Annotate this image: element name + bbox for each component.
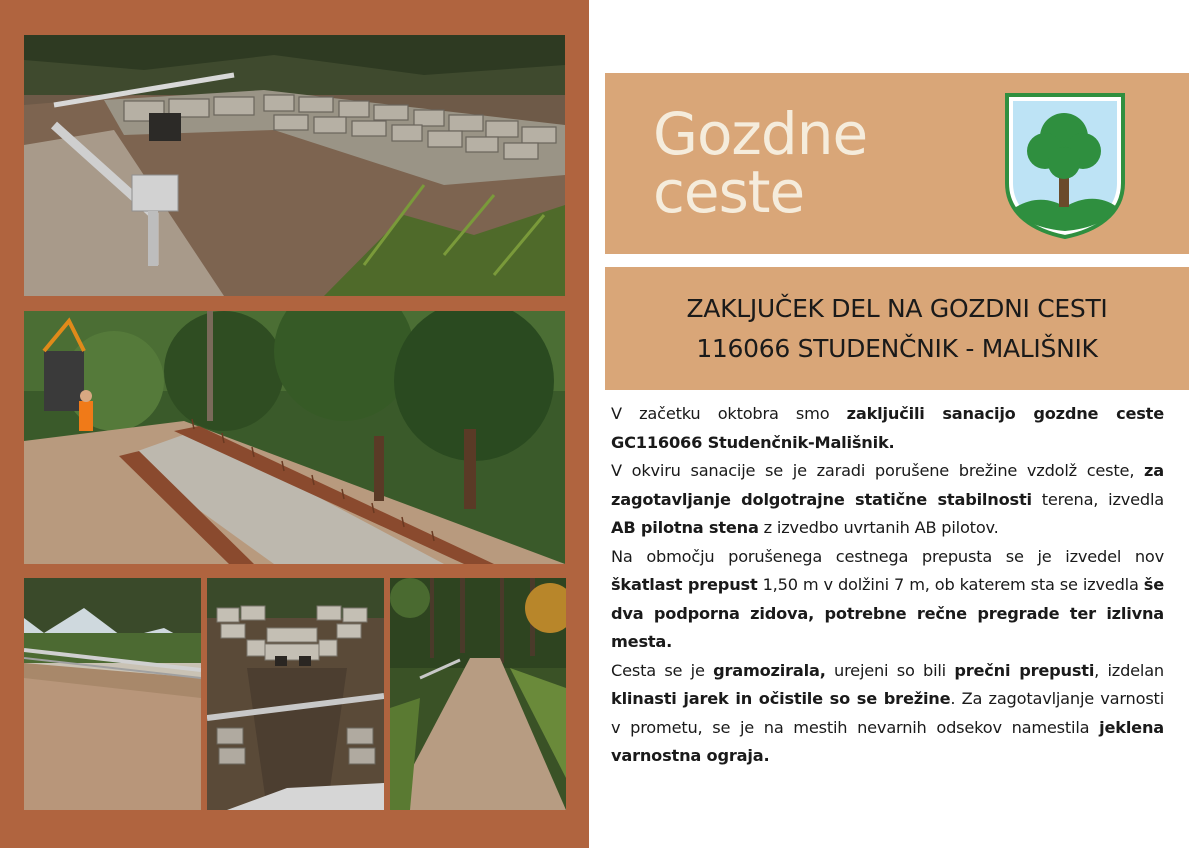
brand-title-line-1: Gozdne	[653, 100, 868, 168]
article-paragraph-1	[611, 400, 1164, 457]
bold-text-run: še dva podporna zidova, potrebne rečne pregrade ter izlivna mesta.	[611, 575, 1164, 651]
brand-banner	[605, 73, 1189, 254]
bold-text-run: gramozirala,	[713, 660, 826, 680]
bold-text-run: prečni prepusti	[954, 660, 1095, 680]
bold-text-run: jeklena varnostna ograja.	[611, 717, 1164, 765]
gravel-road-guardrail-photo	[24, 578, 201, 810]
text-run: terena, izvedla	[1031, 489, 1164, 509]
bold-text-run: klinasti jarek in očistile so se brežine	[611, 689, 951, 708]
article-paragraph-3	[611, 543, 1164, 657]
article-paragraph-4	[611, 657, 1164, 771]
text-run: . Za zagotavljanje varnosti v prometu, se je na mestih nevarnih odsekov namestila	[611, 689, 1164, 737]
photo-panel	[0, 0, 589, 848]
stone-retaining-wall-photo	[24, 35, 565, 296]
forest-gravel-road-photo	[390, 578, 566, 810]
headline-line-2: 116066 STUDENČNIK - MALIŠNIK	[696, 333, 1098, 363]
bold-text-run: škatlast prepust	[611, 575, 758, 594]
text-run: V začetku oktobra smo	[611, 404, 847, 423]
headline-banner	[605, 267, 1189, 390]
text-run: Cesta se je	[611, 660, 714, 680]
text-run: , izdelan	[1094, 660, 1164, 680]
article-body	[611, 400, 1164, 771]
coat-of-arms-tree-icon	[1003, 91, 1127, 241]
text-run: 1,50 m v dolžini 7 m, ob katerem sta se izvedla	[757, 575, 1144, 594]
pile-wall-construction-photo	[24, 311, 565, 564]
box-culvert-photo	[207, 578, 384, 810]
text-run: V okviru sanacije se je zaradi porušene brežine vzdolž ceste,	[611, 461, 1145, 480]
brand-title	[653, 100, 868, 226]
bold-text-run: AB pilotna stena	[611, 518, 759, 537]
headline-line-1: ZAKLJUČEK DEL NA GOZDNI CESTI	[686, 293, 1108, 323]
article-paragraph-2	[611, 457, 1164, 543]
text-run: urejeni so bili	[825, 660, 955, 680]
brand-title-line-2: ceste	[653, 158, 805, 226]
bold-text-run: zaključili sanacijo gozdne ceste GC116066 Studenčnik-Mališnik.	[611, 404, 1164, 452]
bold-text-run: za zagotavljanje dolgotrajne statične stabilnosti	[611, 461, 1164, 509]
text-run: z izvedbo uvrtanih AB pilotov.	[758, 518, 999, 537]
text-run: Na območju porušenega cestnega prepusta se je izvedel nov	[611, 546, 1164, 566]
